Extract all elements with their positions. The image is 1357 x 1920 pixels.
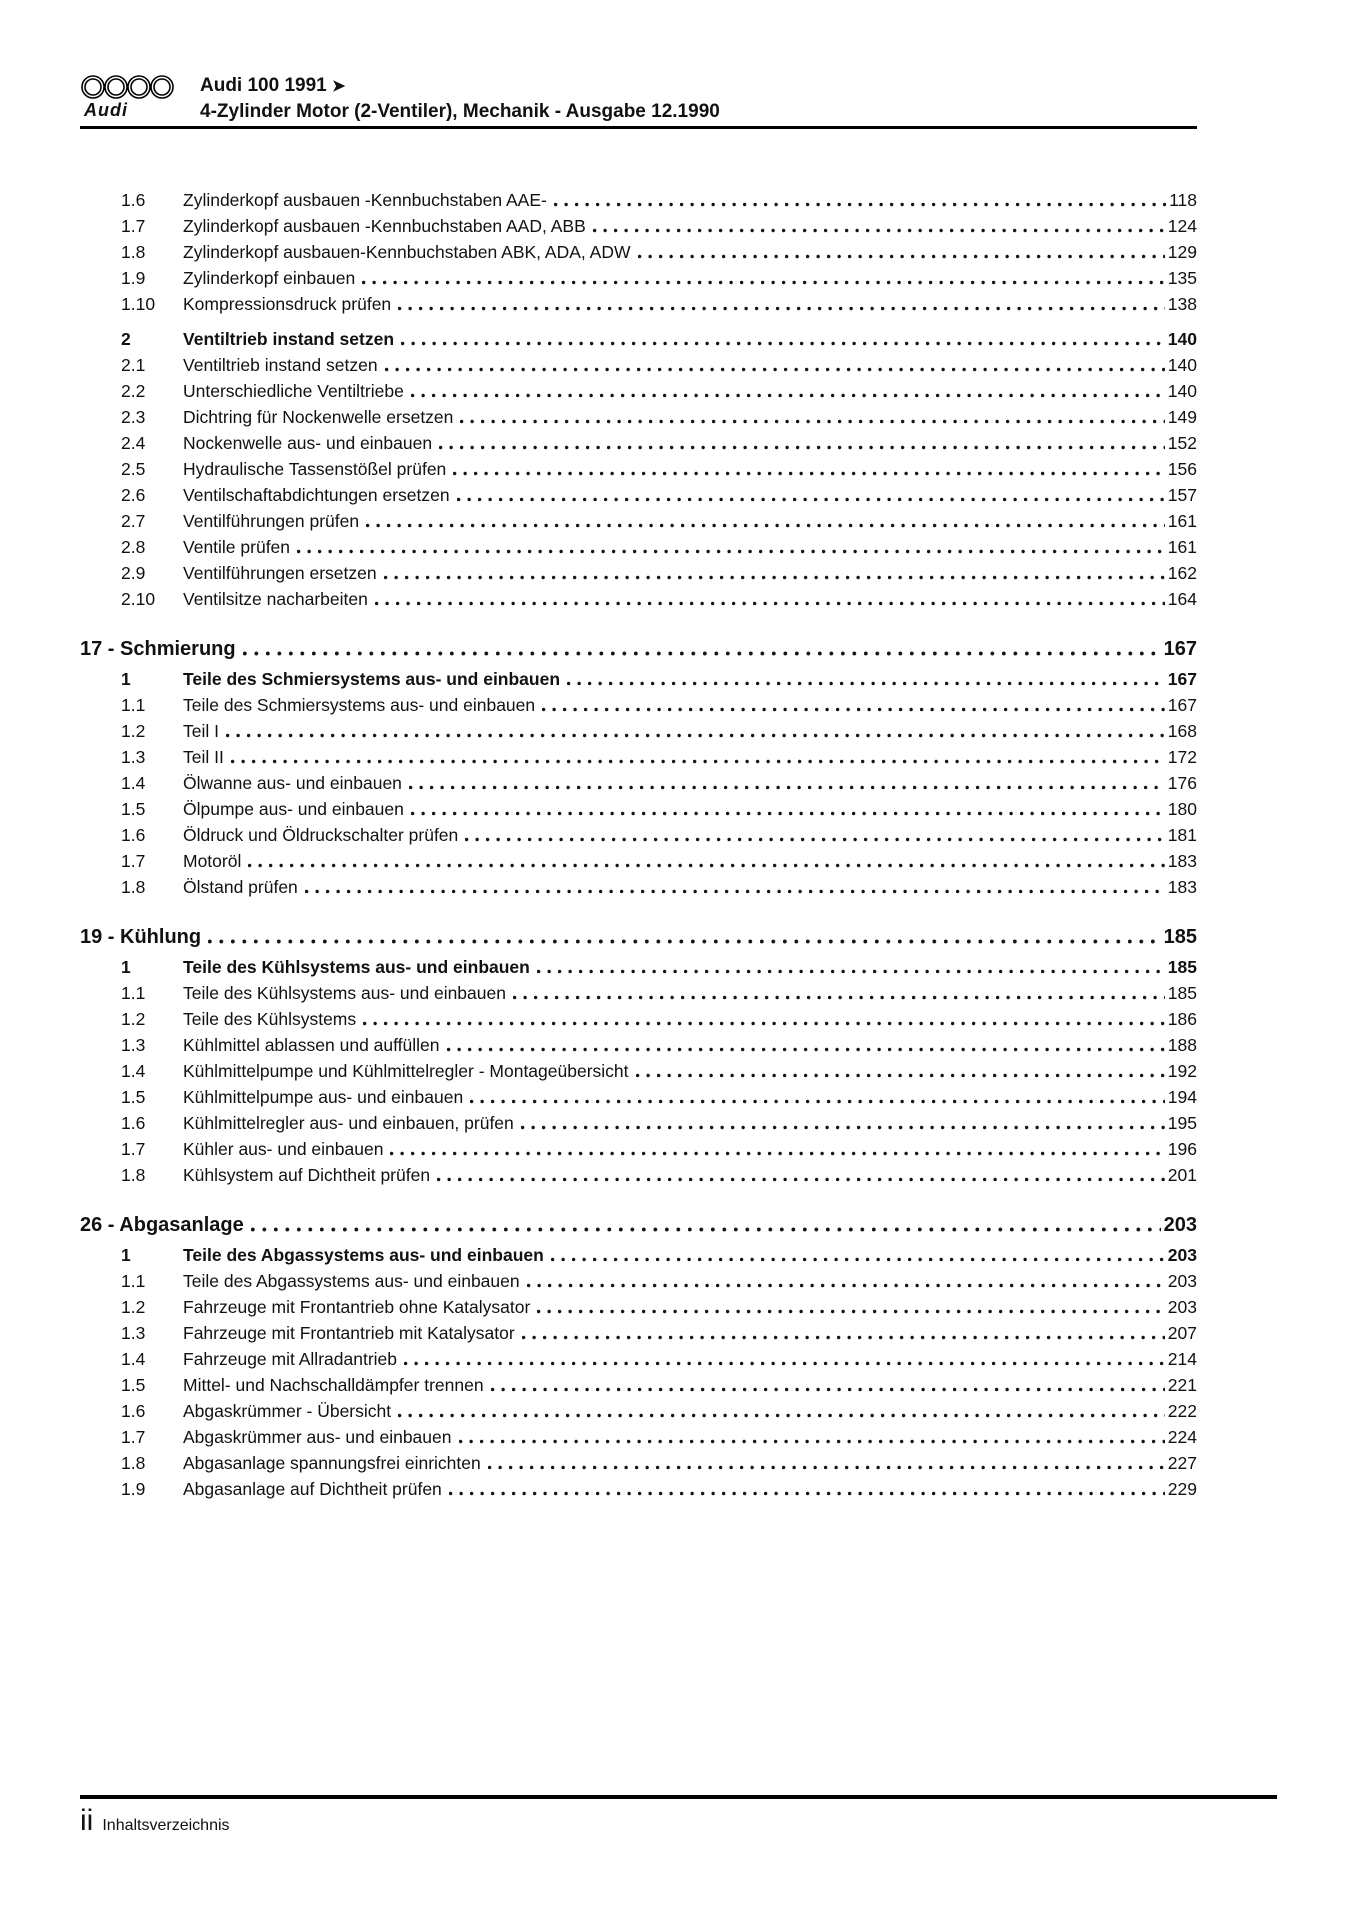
dot-leader [470, 1082, 1165, 1108]
toc-entry-page: 167 [1167, 669, 1197, 689]
toc-entry [80, 1344, 1197, 1370]
page-footer [80, 1795, 1277, 1837]
toc-entry-title: Teile des Abgassystems aus- und einbauen [183, 1245, 544, 1265]
toc-entry [80, 558, 1197, 584]
dot-leader [491, 1370, 1165, 1396]
toc-entry-page: 156 [1167, 459, 1197, 479]
toc-entry-number: 2.3 [121, 407, 146, 427]
toc-entry-page: 118 [1169, 190, 1197, 210]
dot-leader [411, 376, 1165, 402]
toc-chapter-heading [80, 631, 1197, 661]
toc-entry-number: 1.7 [121, 1427, 146, 1447]
toc-entry [80, 263, 1197, 289]
toc-entry [80, 584, 1197, 610]
toc-entry [80, 1318, 1197, 1344]
toc-entry-page: 124 [1167, 216, 1197, 236]
toc-entry-title: Zylinderkopf einbauen [183, 268, 356, 288]
toc-entry [80, 237, 1197, 263]
toc-entry-number: 1.7 [121, 1139, 146, 1159]
audi-logo [80, 72, 192, 124]
toc-entry-page: 180 [1167, 799, 1197, 819]
toc-entry [80, 690, 1197, 716]
toc-entry-number: 1.8 [121, 1453, 146, 1473]
model-text: Audi 100 1991 [200, 75, 327, 96]
toc-entry [80, 1370, 1197, 1396]
dot-leader [437, 1160, 1165, 1186]
toc-entry-page: 185 [1167, 983, 1197, 1003]
toc-entry-number: 1.9 [121, 1479, 146, 1499]
toc-chapter-title: 19 - Kühlung [80, 926, 202, 948]
toc-entry-page: 168 [1167, 721, 1197, 741]
toc-entry-page: 188 [1167, 1035, 1197, 1055]
toc-entry [80, 289, 1197, 315]
toc-entry-page: 221 [1167, 1375, 1197, 1395]
toc-entry-title: Nockenwelle aus- und einbauen [183, 433, 433, 453]
toc-entry-page: 176 [1167, 773, 1197, 793]
toc-entry-title: Zylinderkopf ausbauen -Kennbuchstaben AAD, ABB [183, 216, 586, 236]
toc-entry [80, 376, 1197, 402]
dot-leader [398, 289, 1165, 315]
toc-entry-title: Teile des Kühlsystems aus- und einbauen [183, 957, 530, 977]
toc-entry-page: 167 [1167, 695, 1197, 715]
toc-entry-number: 2.5 [121, 459, 146, 479]
toc-entry-page: 162 [1167, 563, 1197, 583]
toc-entry-title: Kühlmittelregler aus- und einbauen, prüfen [183, 1113, 514, 1133]
toc-entry-number: 1 [121, 1245, 131, 1265]
dot-leader [554, 185, 1166, 211]
toc-entry [80, 794, 1197, 820]
toc-entry-title: Teile des Kühlsystems [183, 1009, 357, 1029]
footer-page-number: ii [80, 1804, 94, 1837]
dot-leader [522, 1318, 1165, 1344]
dot-leader [251, 1207, 1161, 1237]
dot-leader [537, 952, 1165, 978]
toc-entry-title: Öldruck und Öldruckschalter prüfen [183, 825, 459, 845]
toc-entry-title: Teile des Abgassystems aus- und einbauen [183, 1271, 520, 1291]
dot-leader [459, 1422, 1165, 1448]
toc-group [80, 185, 1197, 315]
dot-leader [208, 919, 1161, 949]
dot-leader [385, 350, 1165, 376]
toc-entry-number: 1.2 [121, 1297, 146, 1317]
toc-entry-page: 227 [1167, 1453, 1197, 1473]
toc-entry-number: 1.8 [121, 1165, 146, 1185]
toc-entry-page: 222 [1167, 1401, 1197, 1421]
toc-entry-page: 161 [1167, 537, 1197, 557]
toc-entry-number: 1.2 [121, 1009, 146, 1029]
dot-leader [567, 664, 1165, 690]
toc-group [80, 324, 1197, 610]
toc-entry [80, 820, 1197, 846]
audi-wordmark: Audi [84, 100, 128, 120]
toc-entry-page: 203 [1167, 1271, 1197, 1291]
dot-leader [542, 690, 1165, 716]
toc-entry-title: Teil II [183, 747, 224, 767]
dot-leader [375, 584, 1165, 610]
dot-leader [488, 1448, 1165, 1474]
toc-entry-number: 1.9 [121, 268, 146, 288]
dot-leader [401, 324, 1165, 350]
toc-entry-page: 185 [1167, 957, 1197, 977]
toc-entry-page: 181 [1167, 825, 1197, 845]
toc-entry-page: 229 [1167, 1479, 1197, 1499]
toc-entry [80, 978, 1197, 1004]
toc-entry-page: 183 [1167, 877, 1197, 897]
toc-group [80, 1207, 1197, 1500]
toc-entry [80, 1004, 1197, 1030]
toc-entry-title: Kompressionsdruck prüfen [183, 294, 392, 314]
toc-entry-title: Fahrzeuge mit Allradantrieb [183, 1349, 397, 1369]
toc-entry-page: 195 [1167, 1113, 1197, 1133]
toc-entry [80, 350, 1197, 376]
toc-entry-number: 2.7 [121, 511, 146, 531]
header-model-line [200, 72, 1197, 100]
toc-entry [80, 1474, 1197, 1500]
dot-leader [297, 532, 1165, 558]
toc-entry-title: Ventilsitze nacharbeiten [183, 589, 368, 609]
toc-entry [80, 185, 1197, 211]
toc-entry-number: 1.5 [121, 1375, 146, 1395]
toc-entry-number: 1.5 [121, 799, 146, 819]
toc-entry-title: Hydraulische Tassenstößel prüfen [183, 459, 447, 479]
dot-leader [453, 454, 1165, 480]
toc-entry-number: 1.3 [121, 1323, 146, 1343]
dot-leader [521, 1108, 1165, 1134]
dot-leader [384, 558, 1165, 584]
audi-rings-icon [80, 74, 174, 100]
toc-entry-title: Ventilschaftabdichtungen ersetzen [183, 485, 450, 505]
toc-entry-page: 183 [1167, 851, 1197, 871]
toc-entry-number: 1.6 [121, 190, 146, 210]
toc-entry [80, 846, 1197, 872]
toc-entry-page: 196 [1167, 1139, 1197, 1159]
toc-entry [80, 402, 1197, 428]
toc-entry-title: Kühlsystem auf Dichtheit prüfen [183, 1165, 431, 1185]
page-header [80, 0, 1197, 129]
toc-chapter-title: 26 - Abgasanlage [80, 1214, 244, 1236]
toc-entry [80, 1396, 1197, 1422]
toc-entry-number: 2.9 [121, 563, 146, 583]
toc-entry [80, 428, 1197, 454]
toc-entry [80, 1448, 1197, 1474]
dot-leader [465, 820, 1165, 846]
toc-entry-title: Fahrzeuge mit Frontantrieb mit Katalysator [183, 1323, 515, 1343]
toc-entry-title: Teile des Schmiersystems aus- und einbauen [183, 695, 536, 715]
toc-entry-page: 201 [1167, 1165, 1197, 1185]
toc-entry-number: 1.8 [121, 877, 146, 897]
toc-entry-page: 135 [1167, 268, 1197, 288]
toc-entry [80, 324, 1197, 350]
dot-leader [363, 1004, 1165, 1030]
toc-entry [80, 1292, 1197, 1318]
toc-entry-title: Teil I [183, 721, 219, 741]
toc-entry [80, 211, 1197, 237]
toc-entry-title: Abgasanlage auf Dichtheit prüfen [183, 1479, 442, 1499]
dot-leader [447, 1030, 1165, 1056]
toc-entry [80, 1082, 1197, 1108]
dot-leader [231, 742, 1165, 768]
dot-leader [366, 506, 1165, 532]
toc-entry-page: 152 [1167, 433, 1197, 453]
toc-entry-number: 1.6 [121, 1113, 146, 1133]
toc-entry-title: Ventile prüfen [183, 537, 291, 557]
dot-leader [390, 1134, 1164, 1160]
toc-entry [80, 1108, 1197, 1134]
toc-entry-page: 129 [1167, 242, 1197, 262]
toc-chapter-page: 203 [1163, 1214, 1197, 1236]
toc-entry-title: Ventilführungen prüfen [183, 511, 360, 531]
toc-entry-title: Zylinderkopf ausbauen-Kennbuchstaben ABK, ADA, ADW [183, 242, 631, 262]
dot-leader [457, 480, 1165, 506]
dot-leader [537, 1292, 1165, 1318]
footer-label: Inhaltsverzeichnis [102, 1817, 230, 1834]
toc-entry-page: 214 [1167, 1349, 1197, 1369]
toc-entry-title: Abgaskrümmer - Übersicht [183, 1401, 392, 1421]
dot-leader [551, 1240, 1165, 1266]
toc-entry-number: 1 [121, 669, 131, 689]
toc-entry-page: 140 [1167, 381, 1197, 401]
toc-entry [80, 872, 1197, 898]
toc-entry-title: Dichtring für Nockenwelle ersetzen [183, 407, 454, 427]
dot-leader [398, 1396, 1165, 1422]
toc-entry-title: Zylinderkopf ausbauen -Kennbuchstaben AAE- [183, 190, 547, 210]
dot-leader [593, 211, 1165, 237]
toc-chapter-heading [80, 1207, 1197, 1237]
toc-entry-title: Ventiltrieb instand setzen [183, 355, 378, 375]
toc-entry [80, 742, 1197, 768]
dot-leader [638, 237, 1165, 263]
toc-entry-page: 157 [1167, 485, 1197, 505]
toc-entry-title: Fahrzeuge mit Frontantrieb ohne Katalysator [183, 1297, 531, 1317]
toc-entry-page: 207 [1167, 1323, 1197, 1343]
dot-leader [636, 1056, 1165, 1082]
toc-entry-page: 192 [1167, 1061, 1197, 1081]
toc-entry-number: 1.4 [121, 1349, 146, 1369]
toc-entry-number: 1.4 [121, 773, 146, 793]
toc-entry-number: 1.7 [121, 851, 146, 871]
toc-entry-page: 224 [1167, 1427, 1197, 1447]
footer-rule [80, 1795, 1277, 1799]
toc-entry [80, 454, 1197, 480]
dot-leader [527, 1266, 1165, 1292]
dot-leader [411, 794, 1165, 820]
toc-entry-number: 1.5 [121, 1087, 146, 1107]
toc-entry [80, 952, 1197, 978]
toc-entry-title: Kühlmittelpumpe und Kühlmittelregler - Montageübersicht [183, 1061, 629, 1081]
model-range-arrow-icon: ➤ [332, 78, 346, 95]
toc-entry-number: 1.3 [121, 1035, 146, 1055]
toc-entry [80, 768, 1197, 794]
toc-entry-title: Ölwanne aus- und einbauen [183, 773, 402, 793]
toc-entry-page: 140 [1167, 355, 1197, 375]
toc-entry-number: 1.7 [121, 216, 146, 236]
toc-entry [80, 1422, 1197, 1448]
toc-chapter-page: 167 [1163, 638, 1197, 660]
toc-entry [80, 480, 1197, 506]
dot-leader [449, 1474, 1165, 1500]
toc-entry-number: 2.8 [121, 537, 146, 557]
toc-entry-title: Ölstand prüfen [183, 877, 298, 897]
toc-entry-page: 172 [1167, 747, 1197, 767]
toc-entry-page: 186 [1167, 1009, 1197, 1029]
toc-entry-title: Kühlmittel ablassen und auffüllen [183, 1035, 440, 1055]
toc-entry-title: Ölpumpe aus- und einbauen [183, 799, 404, 819]
toc-entry-title: Abgasanlage spannungsfrei einrichten [183, 1453, 481, 1473]
toc-entry-number: 1.6 [121, 1401, 146, 1421]
dot-leader [305, 872, 1165, 898]
toc-entry [80, 506, 1197, 532]
toc-entry [80, 1160, 1197, 1186]
toc-entry-page: 194 [1167, 1087, 1197, 1107]
toc-entry [80, 1266, 1197, 1292]
toc-entry-number: 1.1 [121, 1271, 146, 1291]
toc-entry-number: 1.10 [121, 294, 156, 314]
toc-entry-page: 149 [1167, 407, 1197, 427]
toc-entry-title: Ventiltrieb instand setzen [183, 329, 395, 349]
toc-entry-number: 2.1 [121, 355, 146, 375]
toc-chapter-heading [80, 919, 1197, 949]
header-subtitle: 4-Zylinder Motor (2-Ventiler), Mechanik - Ausgabe 12.1990 [200, 101, 720, 122]
toc-entry-title: Unterschiedliche Ventiltriebe [183, 381, 404, 401]
toc-group [80, 919, 1197, 1186]
toc-entry-title: Teile des Kühlsystems aus- und einbauen [183, 983, 506, 1003]
toc-entry-number: 2.6 [121, 485, 146, 505]
toc-entry-number: 1.1 [121, 695, 146, 715]
toc-entry-page: 164 [1167, 589, 1197, 609]
toc-entry-number: 2 [121, 329, 131, 349]
dot-leader [248, 846, 1164, 872]
toc-entry-number: 1.6 [121, 825, 146, 845]
toc-entry-number: 1 [121, 957, 131, 977]
toc-entry [80, 1030, 1197, 1056]
toc-entry-page: 203 [1167, 1245, 1197, 1265]
toc [80, 185, 1197, 1500]
toc-entry [80, 664, 1197, 690]
toc-entry-title: Ventilführungen ersetzen [183, 563, 377, 583]
dot-leader [409, 768, 1165, 794]
dot-leader [460, 402, 1164, 428]
toc-entry-page: 161 [1167, 511, 1197, 531]
toc-entry [80, 1134, 1197, 1160]
toc-entry [80, 716, 1197, 742]
toc-entry-number: 1.1 [121, 983, 146, 1003]
dot-leader [439, 428, 1165, 454]
dot-leader [362, 263, 1165, 289]
toc-entry-number: 1.3 [121, 747, 146, 767]
dot-leader [243, 631, 1161, 661]
toc-entry [80, 1240, 1197, 1266]
toc-entry-title: Kühlmittelpumpe aus- und einbauen [183, 1087, 464, 1107]
toc-entry-title: Motoröl [183, 851, 242, 871]
dot-leader [404, 1344, 1165, 1370]
dot-leader [226, 716, 1165, 742]
toc-entry-title: Kühler aus- und einbauen [183, 1139, 384, 1159]
toc-entry-page: 203 [1167, 1297, 1197, 1317]
toc-entry [80, 532, 1197, 558]
toc-entry [80, 1056, 1197, 1082]
toc-entry-number: 1.8 [121, 242, 146, 262]
toc-entry-number: 2.4 [121, 433, 146, 453]
toc-entry-title: Teile des Schmiersystems aus- und einbauen [183, 669, 561, 689]
toc-group [80, 631, 1197, 898]
toc-entry-page: 140 [1167, 329, 1197, 349]
toc-chapter-page: 185 [1163, 926, 1197, 948]
toc-entry-number: 2.2 [121, 381, 146, 401]
toc-entry-number: 1.4 [121, 1061, 146, 1081]
toc-entry-title: Mittel- und Nachschalldämpfer trennen [183, 1375, 484, 1395]
dot-leader [513, 978, 1165, 1004]
toc-entry-title: Abgaskrümmer aus- und einbauen [183, 1427, 452, 1447]
toc-entry-page: 138 [1167, 294, 1197, 314]
toc-chapter-title: 17 - Schmierung [80, 638, 236, 660]
toc-entry-number: 2.10 [121, 589, 156, 609]
toc-entry-number: 1.2 [121, 721, 146, 741]
